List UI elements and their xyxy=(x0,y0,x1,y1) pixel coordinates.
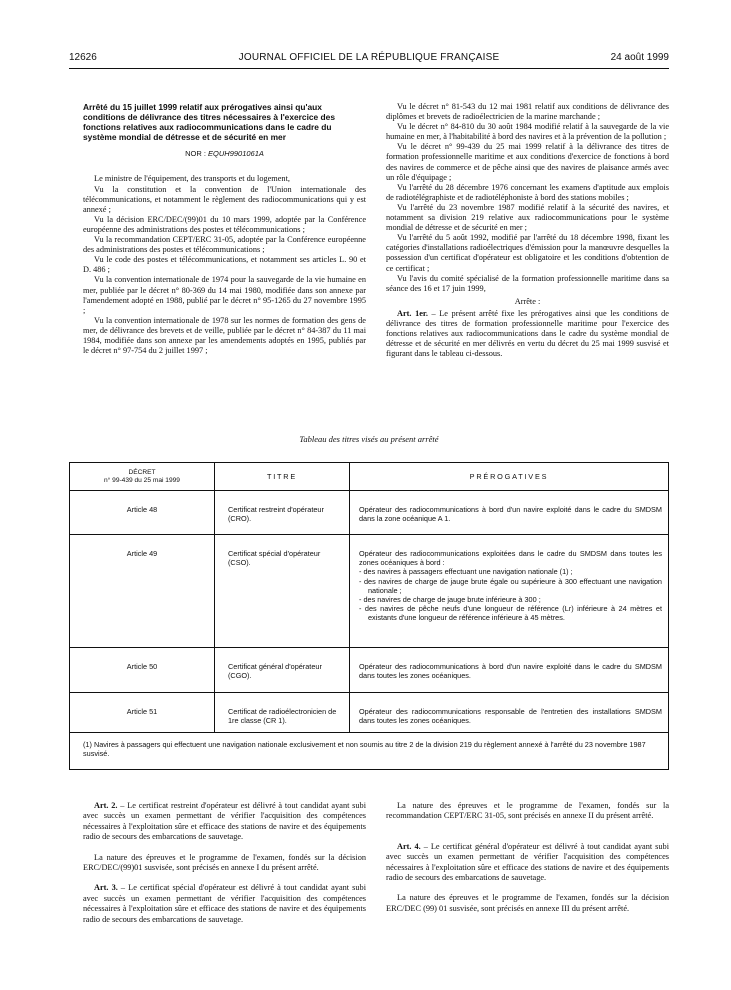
table-footnote-row xyxy=(70,733,669,770)
article-3-label: Art. 3. xyxy=(94,883,118,893)
cell-titre: Certificat restreint d'opérateur (CRO). xyxy=(215,491,350,535)
visa-paragraph: Vu l'arrêté du 23 novembre 1987 modifié relatif à la sécurité des navires, et notamment sa division 219 relative aux radiocommunications pour le système mondial de détresse et de sécurité en mer ; xyxy=(386,202,669,233)
arrete-title: Arrêté du 15 juillet 1999 relatif aux prérogatives ainsi qu'aux conditions de délivrance des titres nécessaires à l'exercice des fonctions relatives aux radiocommunications dans le cadre du système mondial de détresse et de sécurité en mer xyxy=(83,102,335,143)
page-header xyxy=(69,50,669,68)
header-titre: TITRE xyxy=(215,463,350,491)
issue-date: 24 août 1999 xyxy=(610,52,669,63)
cell-prerogatives xyxy=(350,535,669,648)
cell-prerogatives xyxy=(350,648,669,693)
table-row xyxy=(70,491,669,535)
cell-article: Article 48 xyxy=(70,491,215,535)
visa-paragraph: Vu la constitution et la convention de l'Union internationale des télécommunications, et notamment le règlement des radiocommunications qui y est annexé ; xyxy=(83,184,366,214)
cell-titre: Certificat général d'opérateur (CGO). xyxy=(215,648,350,693)
arrete-word: Arrête : xyxy=(514,296,541,306)
article-1-label: Art. 1er. xyxy=(397,308,428,318)
right-column-upper xyxy=(386,102,669,359)
article-2-paragraph-2: La nature des épreuves et le programme de l'examen, fondés sur la décision ERC/DEC/(99)01 susvisée, sont précisés en annexe I du présent arrêté. xyxy=(83,852,366,873)
visa-paragraph: Vu le code des postes et télécommunications, et notamment ses articles L. 90 et D. 486 ; xyxy=(83,255,366,275)
cell-prerogatives xyxy=(350,693,669,733)
article-2-label: Art. 2. xyxy=(94,801,118,810)
article-1 xyxy=(386,309,669,359)
prerogatives-list-item: - des navires de charge de jauge brute inférieure à 300 ; xyxy=(359,595,541,605)
visa-paragraph: Le ministre de l'équipement, des transports et du logement, xyxy=(94,174,290,184)
prerogatives-text: Opérateur des radiocommunications à bord d'un navire exploité dans le cadre du SMDSM dans la zone océanique A 1. xyxy=(359,505,662,524)
header-prerogatives: PRÉROGATIVES xyxy=(350,463,669,491)
article-2 xyxy=(83,801,366,843)
cell-titre: Certificat spécial d'opérateur (CSO). xyxy=(215,535,350,648)
visas-left xyxy=(83,174,366,356)
visa-paragraph: Vu le décret n° 84-810 du 30 août 1984 modifié relatif à la sauvegarde de la vie humaine en mer, à l'habitabilité à bord des navires et à la prévention de la pollution ; xyxy=(386,122,669,142)
article-3-paragraph-2: La nature des épreuves et le programme de l'examen, fondés sur la recommandation CEPT/ERC 31-05, sont précisés en annexe II du présent arrêté. xyxy=(386,801,669,821)
header-decret xyxy=(70,463,215,491)
prerogatives-list-item: - des navires à passagers effectuant une navigation nationale (1) ; xyxy=(359,567,573,577)
header-decret-line1: DÉCRET xyxy=(128,468,156,476)
prerogatives-text: Opérateur des radiocommunications à bord d'un navire exploité dans le cadre du SMDSM dans toutes les zones océaniques. xyxy=(359,662,662,681)
nor-code: EQUH9901061A xyxy=(208,149,264,159)
visa-paragraph: Vu la recommandation CEPT/ERC 31-05, adoptée par la Conférence européenne des administrations des postes et télécommunications ; xyxy=(83,235,366,255)
prerogatives-text: Opérateur des radiocommunications responsable de l'entretien des installations SMDSM dans toutes les zones océaniques. xyxy=(359,707,662,726)
article-1-text: – Le présent arrêté fixe les prérogatives ainsi que les conditions de délivrance des titres de formation professionnelle maritime pour l'exercice des fonctions relatives aux radiocommunications dans le cadre du système mondial de détresse et de sécurité en mer délivrés en vertu du décret du 25 mai 1999 susvisé et figurant dans le tableau ci-dessous. xyxy=(386,308,669,359)
page-number: 12626 xyxy=(69,52,97,63)
article-4-paragraph-2: La nature des épreuves et le programme de l'examen, fondés sur la décision ERC/DEC (99) 01 susvisée, sont précisés en annexe III du présent arrêté. xyxy=(386,893,669,913)
header-rule xyxy=(69,68,669,69)
cell-article: Article 50 xyxy=(70,648,215,693)
visa-paragraph: Vu la convention internationale de 1978 sur les normes de formation des gens de mer, de délivrance des brevets et de veille, publiée par le décret n° 84-387 du 11 mai 1984, modifiée dans son annexe par les amendements adoptés en 1995, publiés par le décret n° 97-754 du 2 juillet 1997 ; xyxy=(83,315,366,356)
left-column-upper xyxy=(83,102,366,356)
article-2-text: – Le certificat restreint d'opérateur est délivré à tout candidat ayant subi avec succès un examen permettant de vérifier l'acquisition des compétences nécessaires à l'exploitation sûre et efficace des stations de navire et des équipements radio de secours des embarcations de sauvetage. xyxy=(83,801,366,842)
table-footnote: (1) Navires à passagers qui effectuent une navigation nationale exclusivement et non soumis au titre 2 de la division 219 du règlement annexé à l'arrêté du 23 novembre 1987 susvisé. xyxy=(70,733,669,770)
table-caption: Tableau des titres visés au présent arrêté xyxy=(299,434,439,444)
nor-label: NOR : xyxy=(185,149,206,159)
article-3-text: – Le certificat spécial d'opérateur est délivré à tout candidat ayant subi avec succès un examen permettant de vérifier l'acquisition des compétences nécessaires à l'exploitation sûre et efficace des stations de navire et des équipements radio de secours des embarcations de sauvetage. xyxy=(83,883,366,924)
article-3 xyxy=(83,883,366,925)
cell-article: Article 49 xyxy=(70,535,215,648)
cell-prerogatives xyxy=(350,491,669,535)
article-4-label: Art. 4. xyxy=(397,841,421,851)
table-header-row xyxy=(70,463,669,491)
cell-titre: Certificat de radioélectronicien de 1re classe (CR 1). xyxy=(215,693,350,733)
titles-table xyxy=(69,462,669,770)
table-row xyxy=(70,648,669,693)
visa-paragraph: Vu la convention internationale de 1974 pour la sauvegarde de la vie humaine en mer, publiée par le décret n° 80-369 du 14 mai 1980, modifiée dans son annexe par l'amendement adopté en 1988, publié par le décret n° 95-1265 du 27 novembre 1995 ; xyxy=(83,275,366,315)
visa-paragraph: Vu la décision ERC/DEC/(99)01 du 10 mars 1999, adoptée par la Conférence européenne des administrations des postes et télécommunications ; xyxy=(83,214,366,234)
prerogatives-text: Opérateur des radiocommunications exploitées dans le cadre du SMDSM dans toutes les zones océaniques à bord : xyxy=(359,549,662,568)
visa-paragraph: Vu l'arrêté du 28 décembre 1976 concernant les examens d'aptitude aux emplois de radiotélégraphiste et de radiotéléphoniste à bord des stations mobiles ; xyxy=(386,182,669,202)
journal-title: JOURNAL OFFICIEL DE LA RÉPUBLIQUE FRANÇAISE xyxy=(238,52,500,63)
visas-right xyxy=(386,102,669,294)
visa-paragraph: Vu l'arrêté du 5 août 1992, modifié par l'arrêté du 18 décembre 1998, fixant les catégories d'installations radioélectriques d'émission pour la manœuvre desquelles la possession d'un certificat d'opérateur est obligatoire et les conditions d'obtention de ce certificat ; xyxy=(386,233,669,273)
visa-paragraph: Vu l'avis du comité spécialisé de la formation professionnelle maritime dans sa séance des 16 et 17 juin 1999, xyxy=(386,273,669,293)
right-column-lower xyxy=(386,801,669,924)
nor-reference xyxy=(83,149,366,159)
left-column-lower xyxy=(83,801,366,935)
cell-article: Article 51 xyxy=(70,693,215,733)
article-4-text: – Le certificat général d'opérateur est délivré à tout candidat ayant subi avec succès un examen permettant de vérifier l'acquisition des compétences nécessaires à l'exploitation sûre et efficace des stations de navire et des équipements radio de secours des embarcations de sauvetage. xyxy=(386,841,669,883)
visa-paragraph: Vu le décret n° 99-439 du 25 mai 1999 relatif à la délivrance des titres de formation professionnelle maritime et aux conditions d'exercice de fonctions à bord des navires de commerce et de pêche ainsi que des navires de plaisance armés avec un rôle d'équipage ; xyxy=(386,142,669,182)
table-row xyxy=(70,693,669,733)
visa-paragraph: Vu le décret n° 81-543 du 12 mai 1981 relatif aux conditions de délivrance des diplômes et brevets de radioélectricien de la marine marchande ; xyxy=(386,102,669,122)
prerogatives-list-item: - des navires de pêche neufs d'une longueur de référence (Lr) inférieure à 24 mètres et existants d'une longueur de référence inférieure à 45 mètres. xyxy=(359,604,662,623)
article-4 xyxy=(386,842,669,884)
header-decret-line2: n° 99-439 du 25 mai 1999 xyxy=(104,476,180,484)
prerogatives-list-item: - des navires de charge de jauge brute égale ou supérieure à 300 effectuant une navigation nationale ; xyxy=(359,576,662,595)
table-row xyxy=(70,535,669,648)
